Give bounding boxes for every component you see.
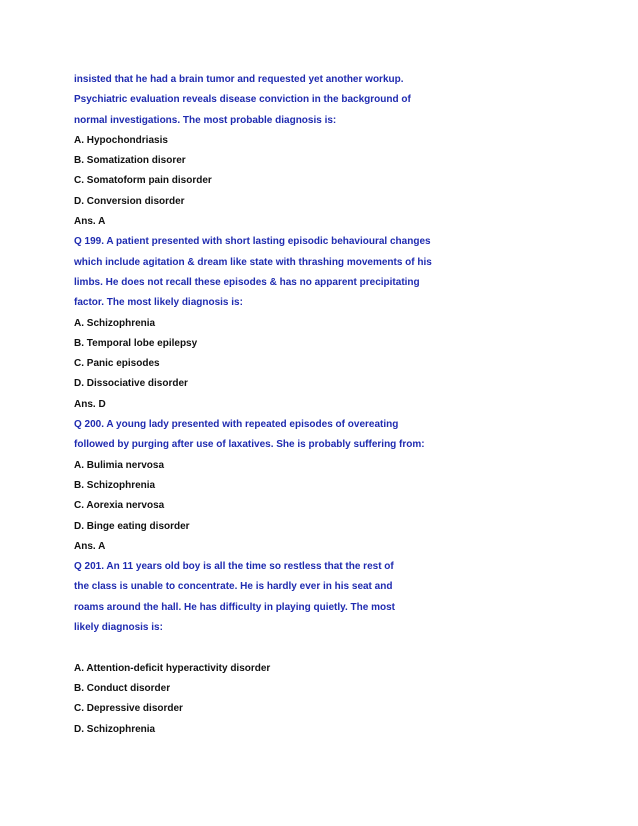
question-text-line: which include agitation & dream like state with thrashing movements of his [74, 256, 432, 268]
question-text-line: factor. The most likely diagnosis is: [74, 297, 243, 309]
question-text-line: insisted that he had a brain tumor and requested yet another workup. [74, 74, 404, 85]
answer-text-line: C. Somatoform pain disorder [74, 175, 212, 187]
answer-text-line: D. Conversion disorder [74, 195, 185, 207]
question-text-line: Q 199. A patient presented with short lasting episodic behavioural changes [74, 236, 431, 248]
answer-text-line: A. Bulimia nervosa [74, 459, 165, 471]
answer-text-line: A. Hypochondriasis [74, 134, 168, 146]
question-text-line: followed by purging after use of laxatives. She is probably suffering from: [74, 439, 425, 451]
blank-line [74, 638, 594, 658]
answer-text-line: D. Dissociative disorder [74, 378, 188, 390]
document-page [74, 70, 594, 740]
answer-text-line: A. Schizophrenia [74, 317, 156, 329]
question-text-line: normal investigations. The most probable diagnosis is: [74, 114, 337, 126]
question-text-line: Q 200. A young lady presented with repeated episodes of overeating [74, 419, 399, 431]
answer-text-line: B. Somatization disorer [74, 155, 186, 167]
answer-text-line: Ans. A [74, 216, 106, 228]
answer-text-line: B. Conduct disorder [74, 682, 171, 694]
answer-text-line: B. Schizophrenia [74, 479, 156, 491]
answer-text-line: C. Depressive disorder [74, 703, 183, 715]
answer-text-line: C. Panic episodes [74, 358, 160, 370]
answer-text-line: C. Aorexia nervosa [74, 500, 165, 512]
answer-text-line: Ans. D [74, 398, 106, 410]
answer-text-line: D. Schizophrenia [74, 723, 156, 735]
answer-text-line: B. Temporal lobe epilepsy [74, 337, 198, 349]
question-text-line: limbs. He does not recall these episodes & has no apparent precipitating [74, 276, 420, 288]
question-text-line: Psychiatric evaluation reveals disease conviction in the background of [74, 94, 411, 106]
question-text-line: likely diagnosis is: [74, 622, 163, 634]
question-text-line: Q 201. An 11 years old boy is all the time so restless that the rest of [74, 561, 394, 573]
question-text-line: the class is unable to concentrate. He is hardly ever in his seat and [74, 581, 393, 593]
answer-text-line: D. Binge eating disorder [74, 520, 190, 532]
answer-text-line: A. Attention-deficit hyperactivity disorder [74, 662, 271, 674]
answer-text-line: Ans. A [74, 540, 106, 552]
question-text-line: roams around the hall. He has difficulty in playing quietly. The most [74, 601, 395, 613]
